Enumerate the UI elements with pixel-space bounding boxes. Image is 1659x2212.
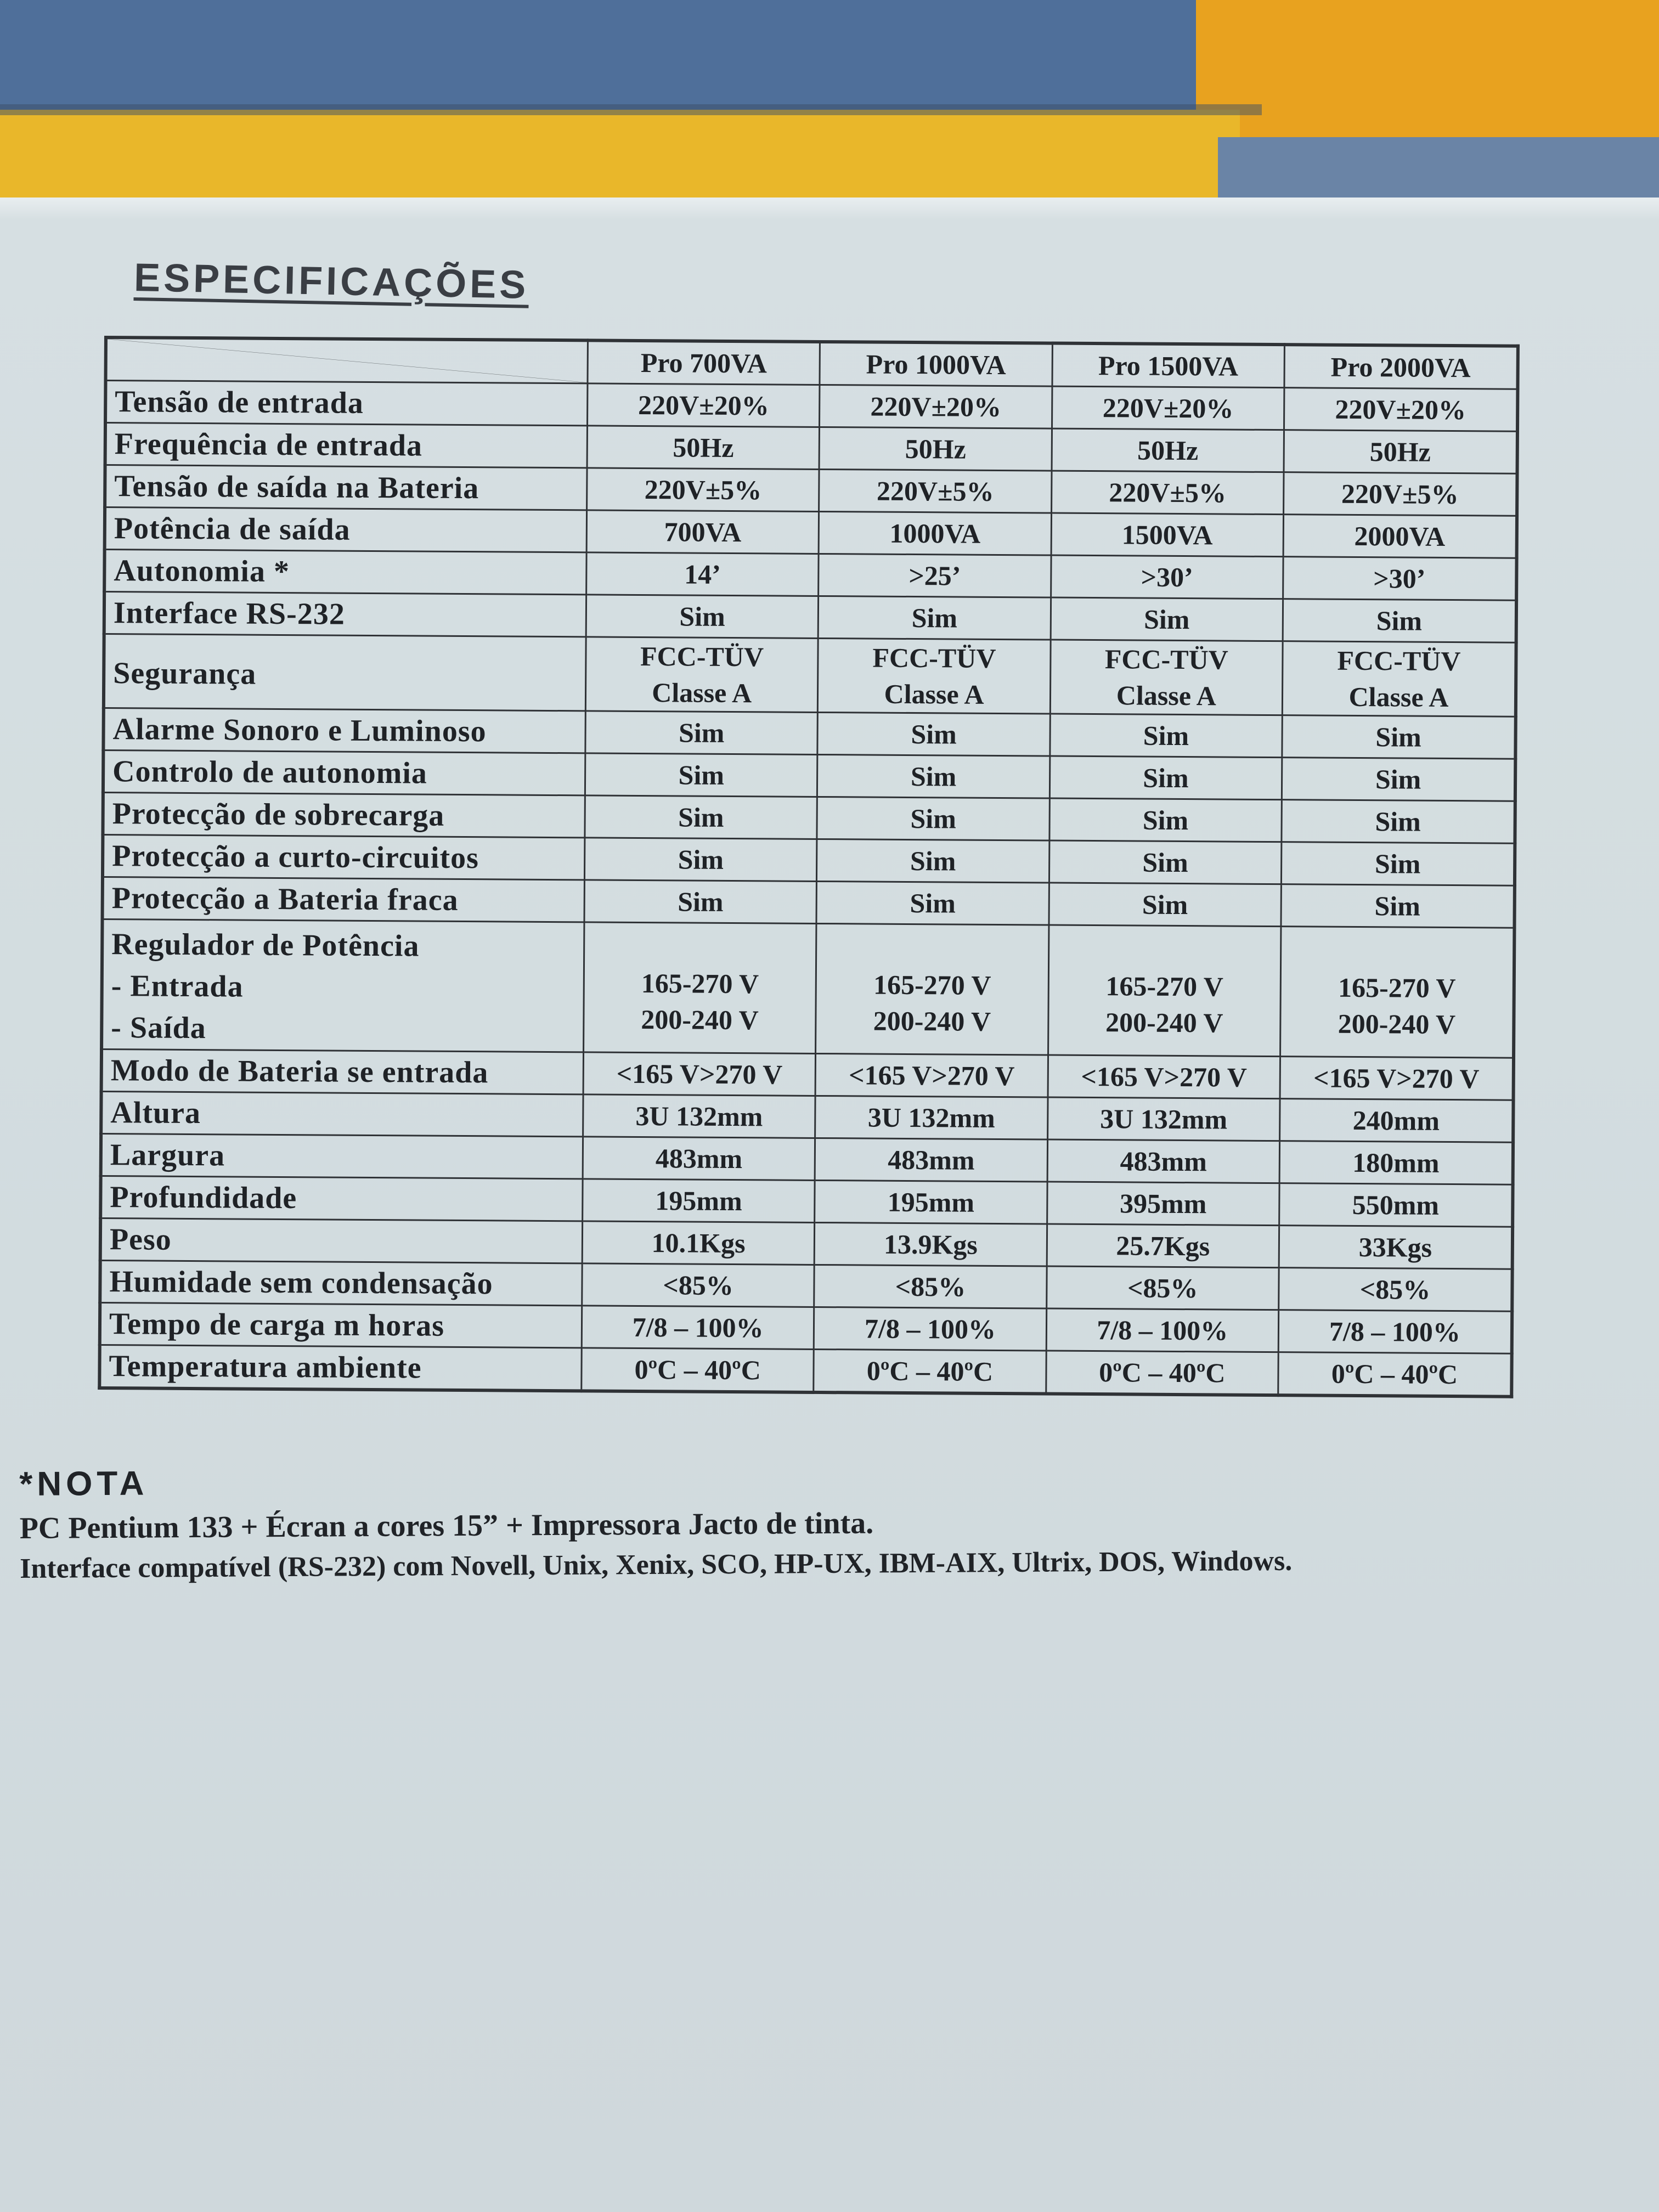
table-row: [99, 1345, 1511, 1396]
cell-value: 7/8 – 100%: [1046, 1308, 1279, 1352]
cell-value: 483mm: [583, 1137, 815, 1181]
cell-value: 50Hz: [819, 427, 1052, 471]
column-header: Pro 1500VA: [1052, 343, 1285, 388]
cell-value: 10.1Kgs: [582, 1221, 815, 1265]
cell-value: [1048, 925, 1281, 1057]
cell-value: 550mm: [1279, 1183, 1513, 1227]
cell-value: Sim: [1049, 883, 1282, 927]
row-label: Peso: [100, 1218, 583, 1263]
cell-value: 7/8 – 100%: [582, 1306, 814, 1350]
cell-value: 50Hz: [1052, 428, 1284, 472]
row-label: Controlo de autonomia: [103, 751, 585, 795]
cell-value: Sim: [584, 880, 817, 924]
cell-value: Sim: [817, 712, 1050, 756]
cell-value: 50Hz: [587, 426, 820, 470]
cell-value: Sim: [585, 753, 817, 797]
cell-value: 7/8 – 100%: [1278, 1310, 1512, 1354]
cell-value: 2000VA: [1283, 515, 1517, 558]
cell-value: Sim: [817, 797, 1049, 840]
cell-line: 200-240 V: [1338, 1008, 1456, 1040]
cell-value: 3U 132mm: [815, 1096, 1048, 1139]
cell-value: 483mm: [815, 1138, 1047, 1182]
cell-line: 200-240 V: [1105, 1007, 1223, 1039]
cell-line: FCC-TÜV: [1104, 644, 1228, 675]
cell-line: Classe A: [884, 678, 984, 710]
cell-line: 165-270 V: [873, 969, 991, 1001]
cell-value: 220V±5%: [1284, 472, 1517, 516]
cell-value: Sim: [1050, 714, 1283, 758]
row-label-line: Regulador de Potência: [111, 927, 420, 963]
cell-value: >25’: [819, 554, 1051, 597]
column-header: Pro 1000VA: [820, 342, 1052, 386]
spec-table-container: [98, 336, 1520, 1398]
cell-line: 165-270 V: [1105, 970, 1223, 1002]
cell-value: Sim: [586, 595, 819, 639]
paper-edge: [0, 198, 1659, 219]
cell-value: 220V±20%: [1052, 386, 1284, 430]
cell-value: 220V±5%: [587, 468, 820, 512]
row-label: Tensão de entrada: [105, 381, 588, 426]
page-title: ESPECIFICAÇÕES: [133, 255, 529, 307]
cell-value: 395mm: [1047, 1182, 1279, 1226]
cell-value: Sim: [585, 795, 817, 839]
cell-value: 1000VA: [819, 511, 1051, 555]
cell-value: Sim: [818, 596, 1051, 640]
note-line-2: Interface compatível (RS-232) com Novell, Unix, Xenix, SCO, HP-UX, IBM-AIX, Ultrix, DOS, Windows.: [19, 1545, 1293, 1584]
row-label: [101, 919, 584, 1052]
row-label: Potência de saída: [105, 507, 587, 552]
row-label: Segurança: [104, 634, 586, 711]
spec-table: [98, 336, 1520, 1398]
cell-value: [584, 922, 817, 1054]
cell-value: Sim: [1282, 715, 1516, 759]
cell-value: <165 V>270 V: [583, 1052, 816, 1096]
cell-value: 195mm: [583, 1179, 815, 1223]
cell-value: 50Hz: [1284, 430, 1517, 474]
cell-line: Classe A: [1116, 680, 1217, 712]
cell-value: <85%: [814, 1265, 1047, 1308]
row-label: Protecção a Bateria fraca: [103, 877, 585, 922]
cell-value: 483mm: [1047, 1139, 1280, 1183]
cell-value: 33Kgs: [1279, 1226, 1513, 1269]
cell-value: Sim: [816, 881, 1049, 925]
column-header: Pro 700VA: [588, 340, 820, 385]
cell-value: Sim: [1051, 597, 1283, 641]
cell-value: Sim: [817, 754, 1050, 798]
cell-value: 700VA: [586, 510, 819, 554]
cell-value: >30’: [1051, 555, 1283, 599]
cell-value: Sim: [584, 838, 817, 882]
cell-value: 13.9Kgs: [815, 1222, 1047, 1266]
cell-value: 220V±20%: [588, 383, 820, 427]
row-label: Altura: [101, 1091, 583, 1136]
cell-line: Classe A: [1348, 681, 1449, 713]
row-label: Protecção de sobrecarga: [103, 793, 585, 838]
column-header: Pro 2000VA: [1284, 345, 1518, 389]
row-label: Tensão de saída na Bateria: [105, 465, 587, 510]
cell-value: 220V±20%: [820, 385, 1052, 428]
cell-line: 165-270 V: [641, 968, 759, 1000]
note-line-1: PC Pentium 133 + Écran a cores 15” + Impressora Jacto de tinta.: [19, 1506, 874, 1545]
cell-line: 200-240 V: [641, 1004, 759, 1036]
cell-line: 200-240 V: [873, 1005, 991, 1037]
cell-line: FCC-TÜV: [640, 640, 764, 673]
table-header-row: [106, 337, 1518, 389]
cell-value: 3U 132mm: [583, 1094, 816, 1138]
cell-line: FCC-TÜV: [872, 642, 996, 674]
row-label: Autonomia *: [104, 550, 586, 595]
cell-line: Classe A: [652, 677, 752, 709]
cell-value: Sim: [817, 839, 1049, 883]
cell-value: 0ºC – 40ºC: [1046, 1351, 1278, 1395]
cell-value: Sim: [1281, 884, 1515, 928]
cell-value: Sim: [1283, 599, 1516, 643]
cell-value: Sim: [1049, 798, 1282, 842]
cell-value: [1050, 640, 1283, 715]
cell-value: [1282, 641, 1516, 717]
cell-value: >30’: [1283, 557, 1517, 601]
cell-value: 180mm: [1279, 1141, 1513, 1185]
cell-value: 0ºC – 40ºC: [814, 1349, 1046, 1393]
cell-value: Sim: [1049, 756, 1282, 800]
diagonal-line: [108, 339, 587, 382]
row-label: Largura: [101, 1133, 583, 1178]
table-row: [101, 919, 1514, 1058]
cell-value: 195mm: [815, 1180, 1047, 1224]
cell-value: 0ºC – 40ºC: [1278, 1352, 1512, 1397]
cell-line: FCC-TÜV: [1337, 645, 1461, 677]
cell-value: 0ºC – 40ºC: [582, 1348, 814, 1392]
cell-value: 3U 132mm: [1047, 1097, 1280, 1141]
cell-value: Sim: [1281, 842, 1515, 886]
row-label: Temperatura ambiente: [99, 1345, 582, 1391]
cell-value: Sim: [1049, 840, 1282, 884]
cell-value: [818, 638, 1051, 714]
row-label-line: - Saída: [111, 1011, 206, 1046]
cell-value: <85%: [1046, 1266, 1279, 1310]
note-section: [19, 1455, 1638, 1589]
cell-value: 220V±20%: [1284, 388, 1518, 432]
fabric-stripe-orange: [1196, 0, 1659, 143]
cell-value: <85%: [582, 1263, 815, 1307]
cell-value: 7/8 – 100%: [814, 1307, 1047, 1351]
cell-value: Sim: [1282, 800, 1515, 844]
cell-value: 1500VA: [1051, 513, 1284, 557]
row-label-line: - Entrada: [111, 969, 244, 1004]
cell-value: [585, 637, 818, 713]
cell-value: 220V±5%: [819, 469, 1052, 513]
cell-value: <165 V>270 V: [1048, 1055, 1280, 1099]
row-label: Tempo de carga m horas: [100, 1302, 582, 1347]
cell-value: <165 V>270 V: [1280, 1057, 1514, 1101]
row-label: Humidade sem condensação: [100, 1260, 582, 1305]
cell-value: 220V±5%: [1051, 471, 1284, 515]
row-label: Protecção a curto-circuitos: [103, 835, 585, 880]
row-label: Interface RS-232: [104, 592, 586, 637]
cell-value: <165 V>270 V: [815, 1053, 1048, 1097]
note-title: *NOTA: [19, 1464, 149, 1503]
table-row: [104, 634, 1516, 717]
cell-value: 25.7Kgs: [1047, 1224, 1279, 1268]
fabric-stripe-blue: [0, 0, 1234, 115]
cell-line: 165-270 V: [1338, 972, 1456, 1004]
row-label: Alarme Sonoro e Luminoso: [103, 708, 585, 753]
row-label: Frequência de entrada: [105, 423, 588, 468]
fabric-shadow: [0, 104, 1262, 115]
cell-value: 240mm: [1280, 1099, 1514, 1143]
row-label: Modo de Bateria se entrada: [101, 1049, 584, 1094]
cell-value: 14’: [586, 552, 819, 596]
corner-cell: [106, 337, 588, 383]
cell-value: [816, 923, 1049, 1055]
cell-value: [1280, 927, 1515, 1058]
row-label: Profundidade: [100, 1176, 583, 1221]
cell-value: Sim: [1282, 758, 1515, 802]
cell-value: <85%: [1279, 1268, 1513, 1312]
cell-value: Sim: [585, 711, 818, 755]
